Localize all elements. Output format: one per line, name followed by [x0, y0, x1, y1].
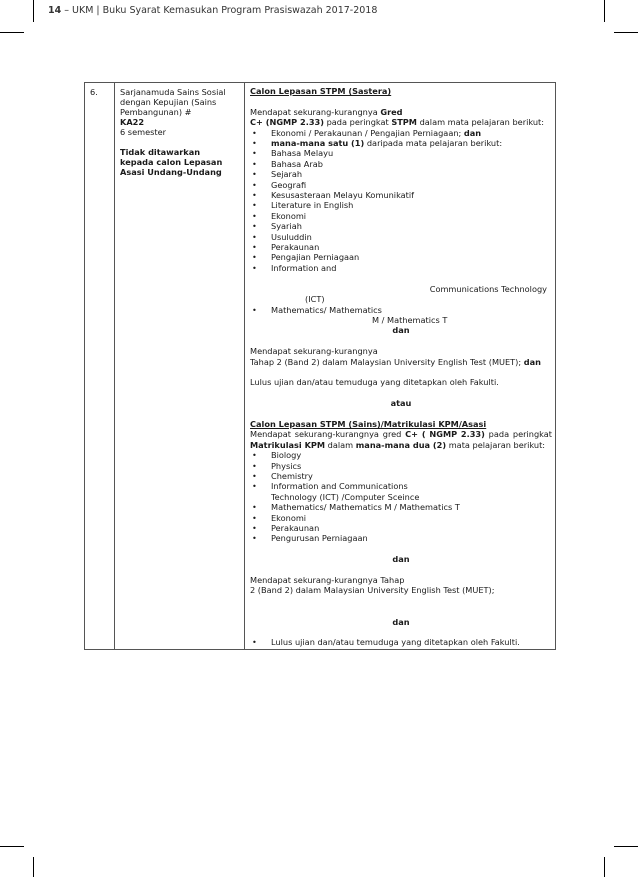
crop-mark: [614, 846, 638, 847]
conjunction: dan: [392, 616, 410, 627]
list-item: • Bahasa Melayu: [250, 148, 552, 158]
row-number: 6.: [90, 87, 98, 97]
conjunction: dan: [392, 554, 410, 565]
list-item: • Geografi: [250, 180, 552, 190]
program-note-line: Tidak ditawarkan: [120, 147, 201, 157]
list-item: • mana-mana satu (1) daripada mata pelajaran berikut:: [250, 138, 552, 148]
subject-list: [250, 637, 552, 647]
subject-list: [250, 450, 552, 492]
muet-requirement: Tahap 2 (Band 2) dalam Malaysian University English Test (MUET); dan: [250, 356, 541, 367]
interview-requirement: Lulus ujian dan/atau temuduga yang ditetapkan oleh Fakulti.: [250, 377, 499, 388]
row-number-cell: [85, 83, 115, 650]
requirements-cell: [245, 83, 556, 650]
interview-requirement: • Lulus ujian dan/atau temuduga yang ditetapkan oleh Fakulti.: [250, 637, 552, 647]
list-item: • Kesusasteraan Melayu Komunikatif: [250, 190, 552, 200]
list-item: • Usuluddin: [250, 232, 552, 242]
program-name-line: Sarjanamuda Sains Sosial: [120, 87, 226, 97]
requirement-text: Mendapat sekurang-kurangnya Gred: [250, 106, 403, 117]
list-item: • Pengajian Perniagaan: [250, 252, 552, 262]
list-item: • Chemistry: [250, 471, 552, 481]
table-row: [85, 83, 556, 650]
section-title-sains: Calon Lepasan STPM (Sains)/Matrikulasi KPM/Asasi: [250, 418, 487, 429]
ict-continuation: Technology (ICT) /Computer Sceince: [271, 491, 420, 502]
subject-list: [250, 128, 552, 274]
program-cell: [115, 83, 245, 650]
list-item: • Pengurusan Perniagaan: [250, 533, 552, 543]
list-item: • Physics: [250, 461, 552, 471]
crop-mark: [604, 0, 605, 22]
subject-list: [250, 305, 552, 315]
ict-continuation: Communications Technology: [429, 283, 547, 294]
crop-mark: [33, 0, 34, 22]
section-title-sastera: Calon Lepasan STPM (Sastera): [250, 86, 392, 96]
list-item: • Biology: [250, 450, 552, 460]
requirement-text: Matrikulasi KPM dalam mana-mana dua (2) mata pelajaran berikut:: [250, 439, 546, 450]
muet-requirement: Mendapat sekurang-kurangnya: [250, 346, 378, 357]
muet-requirement: 2 (Band 2) dalam Malaysian University English Test (MUET);: [250, 585, 495, 596]
math-continuation: M / Mathematics T: [372, 314, 448, 325]
program-name-line: dengan Kepujian (Sains: [120, 97, 217, 107]
list-item: • Perakaunan: [250, 523, 552, 533]
list-item: • Ekonomi: [250, 513, 552, 523]
ict-continuation: (ICT): [305, 294, 325, 305]
crop-mark: [0, 846, 24, 847]
muet-requirement: Mendapat sekurang-kurangnya Tahap: [250, 574, 405, 585]
list-item: • Ekonomi / Perakaunan / Pengajian Perniagaan; dan: [250, 128, 552, 138]
program-code: KA22: [120, 117, 145, 127]
program-note-line: kepada calon Lepasan: [120, 157, 223, 167]
requirement-text: C+ (NGMP 2.33) pada peringkat STPM dalam mata pelajaran berikut:: [250, 117, 545, 128]
crop-mark: [614, 32, 638, 33]
page-number: 14: [48, 5, 62, 16]
list-item: • Syariah: [250, 221, 552, 231]
list-item: • Mathematics/ Mathematics: [250, 305, 552, 315]
program-note-line: Asasi Undang-Undang: [120, 167, 222, 177]
list-item: • Mathematics/ Mathematics M / Mathematics T: [250, 502, 552, 512]
list-item: • Ekonomi: [250, 211, 552, 221]
program-duration: 6 semester: [120, 127, 167, 137]
conjunction-or: atau: [390, 398, 412, 409]
requirement-text: Mendapat sekurang-kurangnya gred C+ ( NGMP 2.33) pada peringkat: [250, 429, 552, 440]
list-item: • Sejarah: [250, 169, 552, 179]
crop-mark: [33, 857, 34, 877]
list-item: • Information and: [250, 263, 552, 273]
page-header: [48, 5, 377, 16]
header-title: – UKM | Buku Syarat Kemasukan Program Prasiswazah 2017-2018: [64, 5, 378, 16]
requirements-table: [84, 82, 556, 650]
program-name-line: Pembangunan) #: [120, 107, 192, 117]
list-item: • Perakaunan: [250, 242, 552, 252]
crop-mark: [0, 32, 24, 33]
list-item: • Information and Communications: [250, 481, 552, 491]
subject-list: [250, 502, 552, 544]
list-item: • Literature in English: [250, 200, 552, 210]
crop-mark: [604, 857, 605, 877]
list-item: • Bahasa Arab: [250, 159, 552, 169]
conjunction: dan: [392, 325, 410, 336]
